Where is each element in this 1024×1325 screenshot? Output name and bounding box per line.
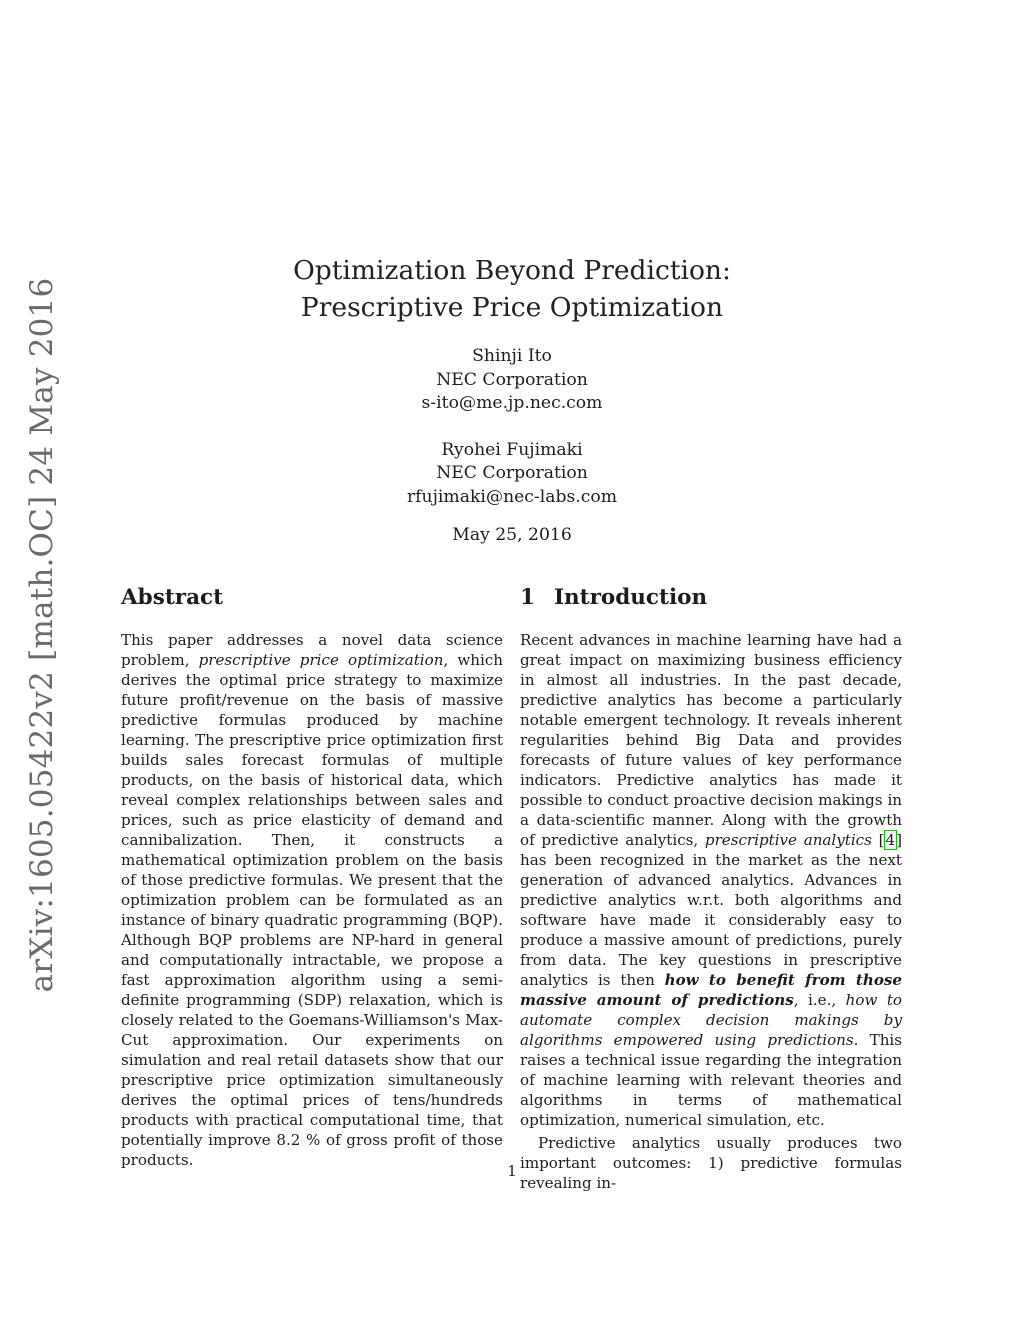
introduction-heading: [520, 584, 902, 612]
introduction-body: [520, 630, 902, 1193]
abstract-heading: Abstract: [121, 585, 224, 610]
automation-emphasis: how to automate complex decision makings by algorithms empowered using predictions: [520, 991, 902, 1049]
title-line-2: Prescriptive Price Optimization: [300, 292, 724, 323]
abstract-emphasis: prescriptive price optimization: [198, 651, 444, 669]
author-1: [0, 345, 1024, 416]
abstract-body: [121, 630, 503, 1170]
publication-date: May 25, 2016: [452, 525, 572, 545]
abstract-paragraph: This paper addresses a novel data science problem, prescriptive price optimization, which derives the optimal price strategy to maximize future profit/revenue on the basis of massive predictive formulas produced by machine learning. The prescriptive price optimization first builds sales forecast formulas of multiple products, on the basis of historical data, which reveal complex relationships between sales and prices, such as price elasticity of demand and cannibalization. Then, it constructs a mathematical optimization problem on the basis of those predictive formulas. We present that the optimization problem can be formulated as an instance of binary quadratic programming (BQP). Although BQP problems are NP-hard in general and computationally intractable, we propose a fast approximation algorithm using a semi-definite programming (SDP) relaxation, which is closely related to the Goemans-Williamson's Max-Cut approximation. Our experiments on simulation and real retail datasets show that our prescriptive price optimization simultaneously derives the optimal prices of tens/hundreds products with practical computational time, that potentially improve 8.2 % of gross profit of those products.: [121, 631, 504, 1169]
key-question-emphasis: how to benefit from those massive amount of predictions: [520, 971, 902, 1009]
author-name: Ryohei Fujimaki: [441, 439, 583, 460]
abstract-section: [121, 584, 503, 1170]
section-number: 1: [520, 585, 535, 610]
author-affiliation: NEC Corporation: [436, 463, 588, 483]
section-title: Introduction: [553, 585, 708, 610]
introduction-paragraph-1: Recent advances in machine learning have had a great impact on maximizing business efficiency in almost all industries. In the past decade, predictive analytics has become a particularly notable emergent technology. It reveals inherent regularities behind Big Data and provides forecasts of future values of key performance indicators. Predictive analytics has made it possible to conduct proactive decision makings in a data-scientific manner. Along with the growth of predictive analytics, prescriptive analytics [4] has been recognized in the market as the next generation of advanced analytics. Advances in predictive analytics w.r.t. both algorithms and software have made it considerably easy to produce a massive amount of predictions, purely from data. The key questions in prescriptive analytics is then how to benefit from those massive amount of predictions, i.e., how to automate complex decision makings by algorithms empowered using predictions. This raises a technical issue regarding the integration of machine learning with relevant theories and algorithms in terms of mathematical optimization, numerical simulation, etc.: [520, 631, 903, 1129]
author-affiliation: NEC Corporation: [436, 369, 588, 390]
author-email: s-ito@me.jp.nec.com: [421, 393, 603, 413]
prescriptive-analytics-emphasis: prescriptive analytics: [704, 831, 872, 849]
introduction-section: [520, 584, 902, 1193]
citation-link[interactable]: 4: [885, 831, 896, 849]
page-number: 1: [507, 1162, 517, 1180]
arxiv-identifier-stamp: arXiv:1605.05422v2 [math.OC] 24 May 2016: [24, 277, 60, 993]
author-email: rfujimaki@nec-labs.com: [406, 486, 618, 507]
introduction-paragraph-2: Predictive analytics usually produces two important outcomes: 1) predictive formulas revealing in-: [520, 1134, 902, 1192]
author-block: [0, 345, 1024, 532]
author-name: Shinji Ito: [472, 346, 552, 366]
paper-title: [0, 252, 1024, 326]
title-line-1: Optimization Beyond Prediction:: [293, 255, 731, 286]
author-2: [0, 439, 1024, 510]
